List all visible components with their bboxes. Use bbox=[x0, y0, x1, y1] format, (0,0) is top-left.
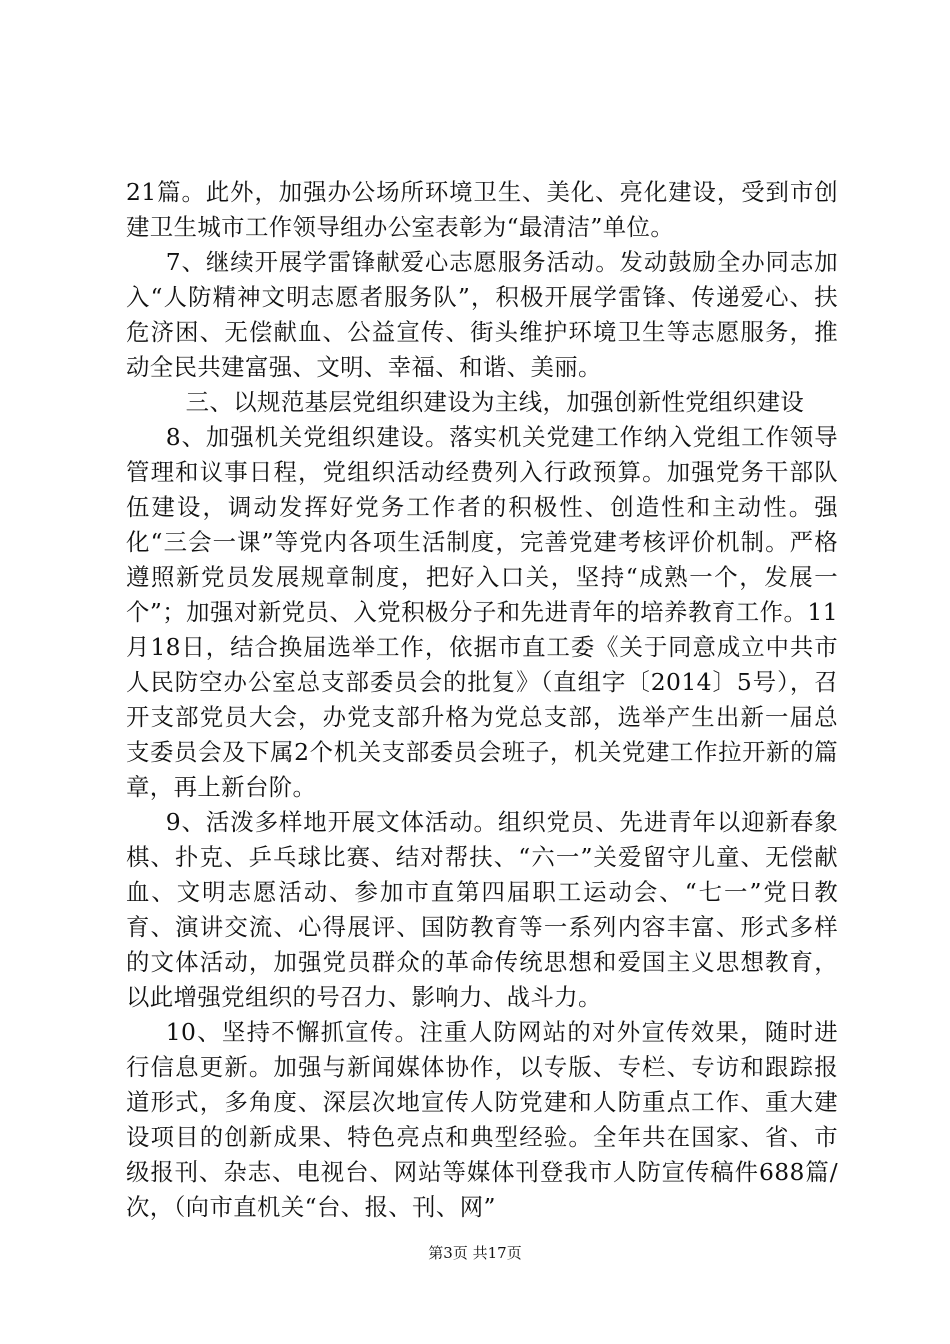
paragraph-item-8: 8、加强机关党组织建设。落实机关党建工作纳入党组工作领导管理和议事日程，党组织活动经费列入行政预算。加强党务干部队伍建设，调动发挥好党务工作者的积极性、创造性和主动性。强化“三会一课”等党内各项生活制度，完善党建考核评价机制。严格遵照新党员发展规章制度，把好入口关，坚持“成熟一个，发展一个”；加强对新党员、入党积极分子和先进青年的培养教育工作。11月18日，结合换届选举工作，依据市直工委《关于同意成立中共市人民防空办公室总支部委员会的批复》（直组字〔2014〕5号），召开支部党员大会，办党支部升格为党总支部，选举产生出新一届总支委员会及下属2个机关支部委员会班子，机关党建工作拉开新的篇章，再上新台阶。 bbox=[126, 423, 838, 801]
paragraph-item-10: 10、坚持不懈抓宣传。注重人防网站的对外宣传效果，随时进行信息更新。加强与新闻媒体协作，以专版、专栏、专访和跟踪报道形式，多角度、深层次地宣传人防党建和人防重点工作、重大建设项目的创新成果、特色亮点和典型经验。全年共在国家、省、市级报刊、杂志、电视台、网站等媒体刊登我市人防宣传稿件688篇/次，（向市直机关“台、报、刊、网” bbox=[126, 1018, 838, 1221]
section-heading-3: 三、以规范基层党组织建设为主线，加强创新性党组织建设 bbox=[185, 388, 805, 416]
document-body bbox=[126, 175, 838, 1225]
paragraph-item-9: 9、活泼多样地开展文体活动。组织党员、先进青年以迎新春象棋、扑克、乒乓球比赛、结对帮扶、“六一”关爱留守儿童、无偿献血、文明志愿活动、参加市直第四届职工运动会、“七一”党日教育、演讲交流、心得展评、国防教育等一系列内容丰富、形式多样的文体活动，加强党员群众的革命传统思想和爱国主义思想教育，以此增强党组织的号召力、影响力、战斗力。 bbox=[126, 808, 838, 1011]
paragraph-continuation: 21篇。此外，加强办公场所环境卫生、美化、亮化建设，受到市创建卫生城市工作领导组办公室表彰为“最清洁”单位。 bbox=[126, 178, 838, 241]
paragraph-item-7: 7、继续开展学雷锋献爱心志愿服务活动。发动鼓励全办同志加入“人防精神文明志愿者服务队”，积极开展学雷锋、传递爱心、扶危济困、无偿献血、公益宣传、街头维护环境卫生等志愿服务，推动全民共建富强、文明、幸福、和谐、美丽。 bbox=[126, 248, 838, 381]
page-number-footer: 第3页 共17页 bbox=[428, 1244, 522, 1262]
